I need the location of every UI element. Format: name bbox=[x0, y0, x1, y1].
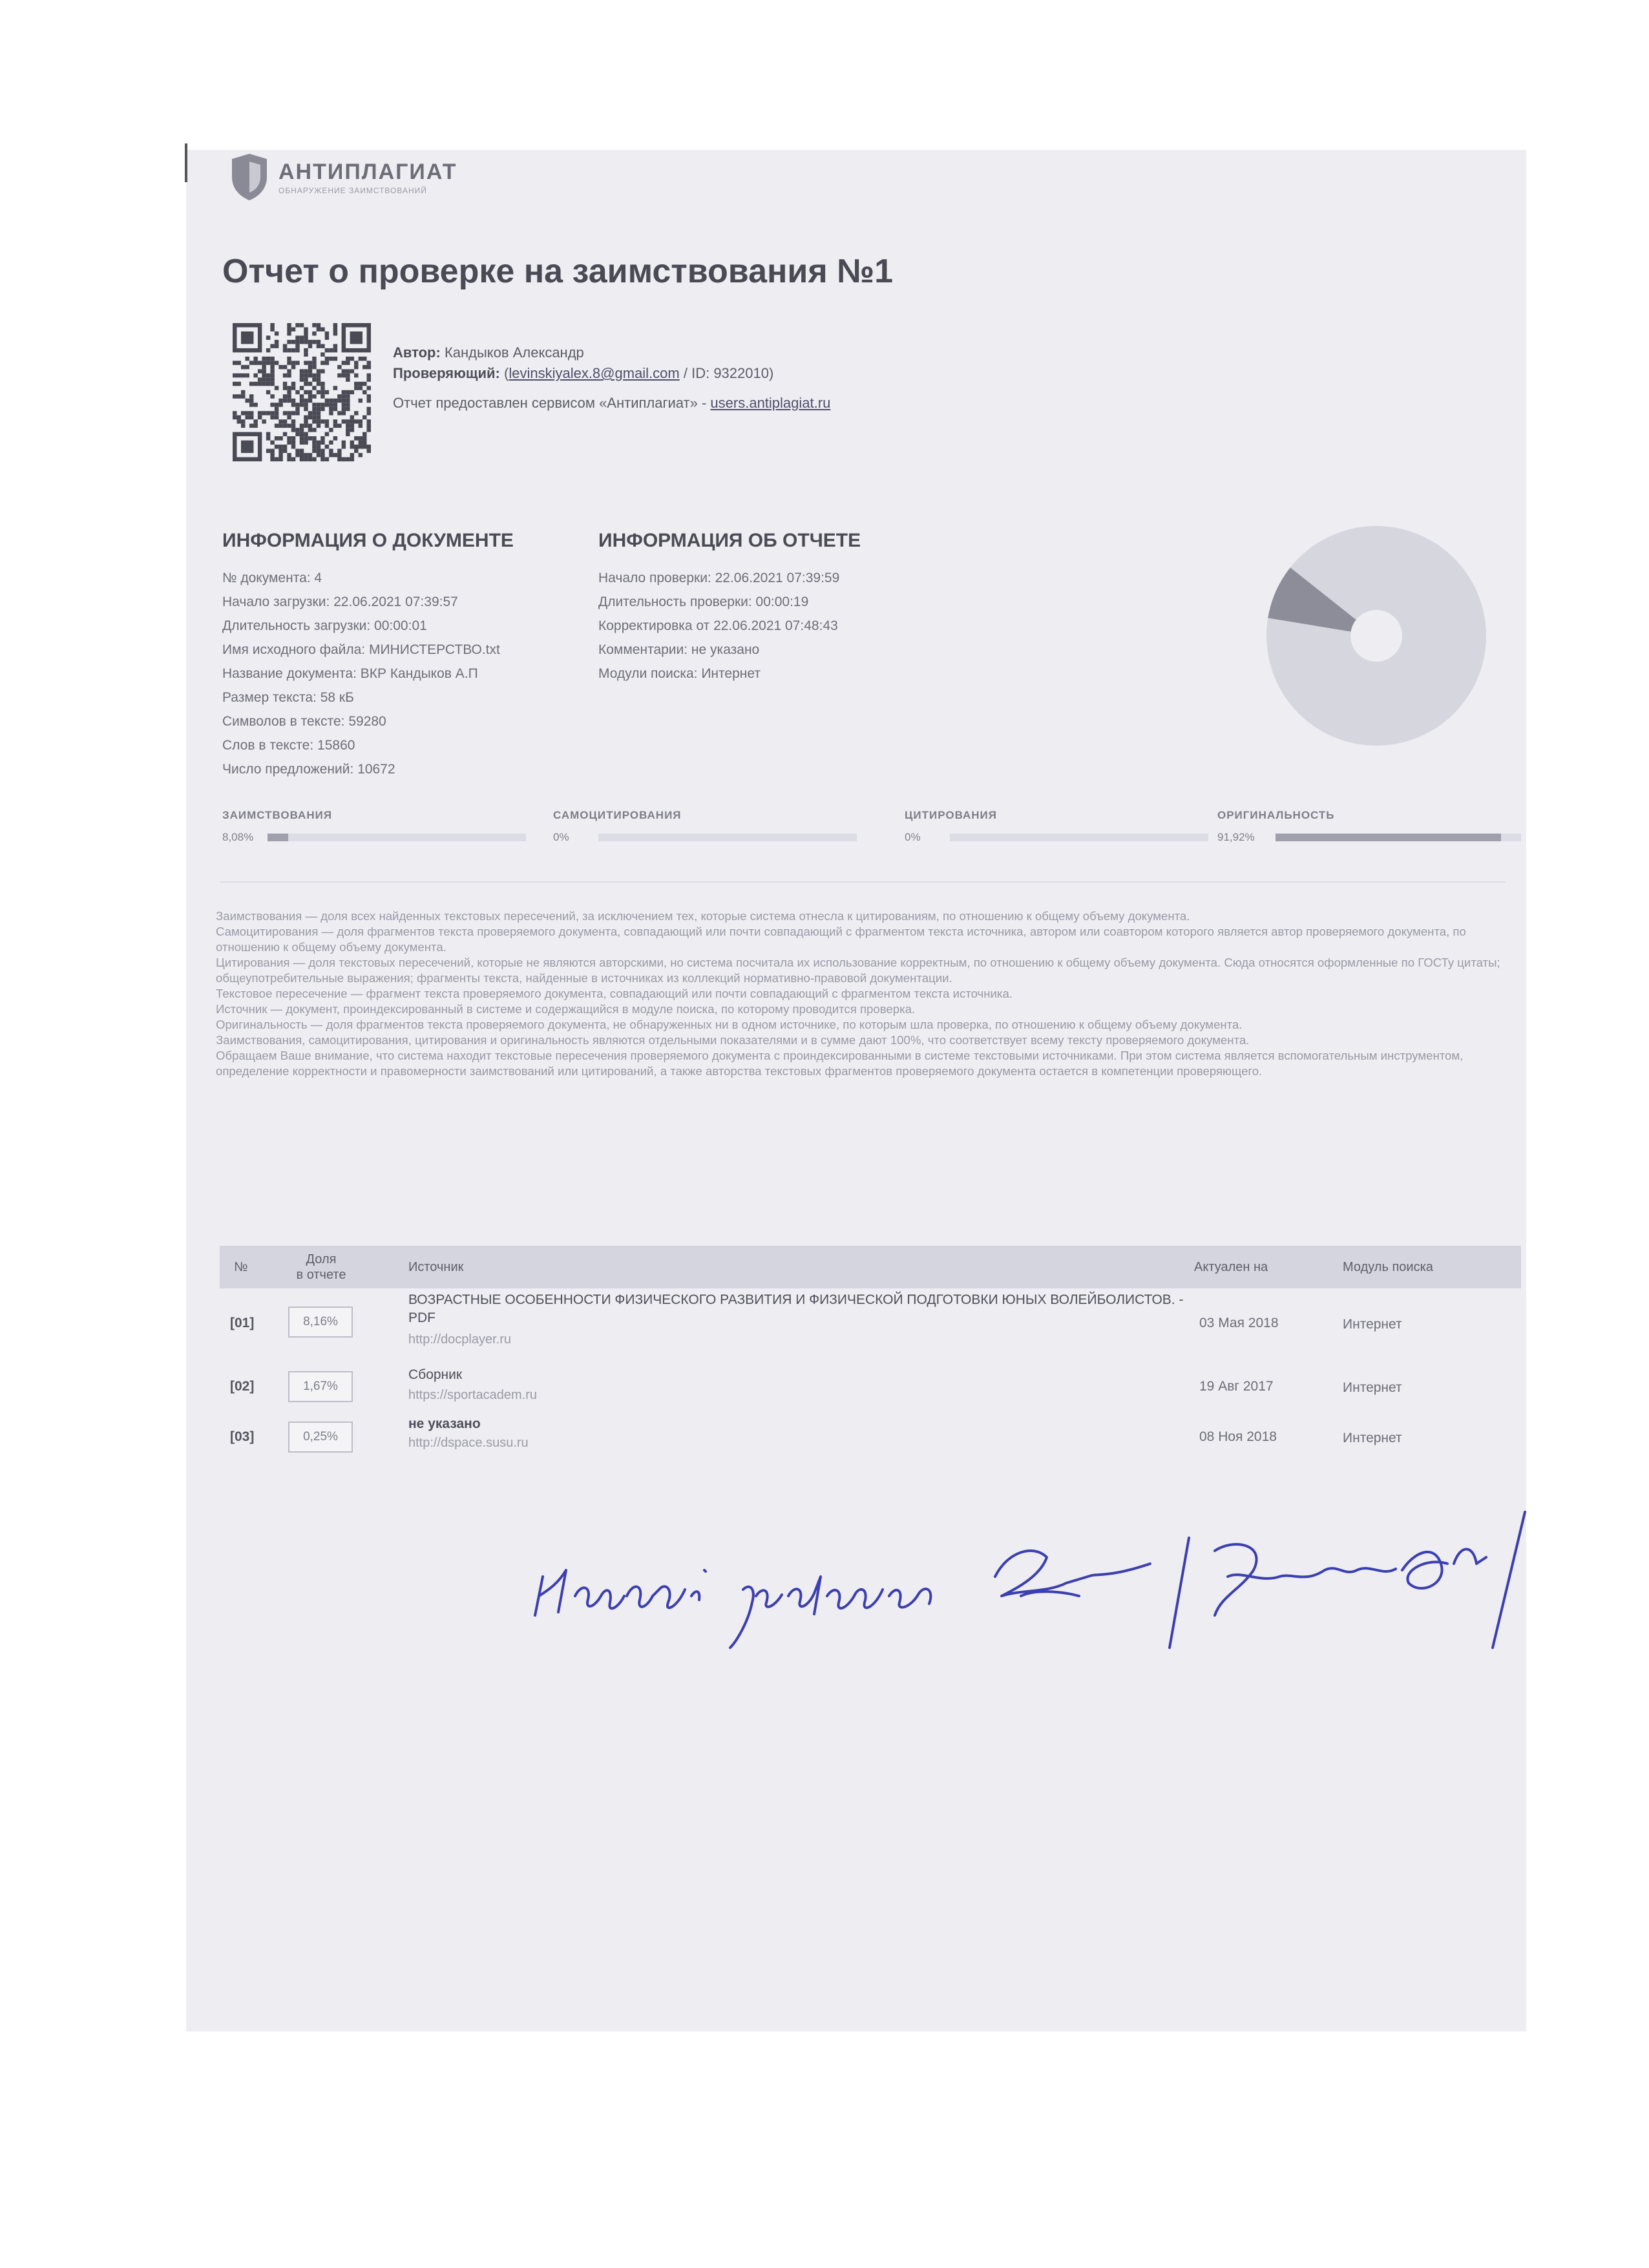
doc-info-item: Название документа: ВКР Кандыков А.П bbox=[222, 666, 478, 681]
doc-info-item: Размер текста: 58 кБ bbox=[222, 690, 354, 705]
doc-info-item: Имя исходного файла: МИНИСТЕРСТВО.txt bbox=[222, 642, 500, 657]
handwritten-signature-icon bbox=[530, 1499, 1538, 1654]
row-number: [01] bbox=[230, 1316, 255, 1330]
definition-paragraph: Оригинальность — доля фрагментов текста проверяемого документа, не обнаруженных ни в одном источнике, по которым шла проверка, по отношению к общему объему документа. bbox=[216, 1018, 1243, 1031]
search-module: Интернет bbox=[1343, 1431, 1402, 1445]
shield-logo-icon bbox=[229, 152, 269, 202]
table-row[interactable] bbox=[220, 1415, 1521, 1460]
doc-info-item: Слов в тексте: 15860 bbox=[222, 738, 355, 753]
metric-label: ЦИТИРОВАНИЯ bbox=[905, 809, 997, 821]
source-title: не указано bbox=[408, 1416, 481, 1431]
metric-label: ОРИГИНАЛЬНОСТЬ bbox=[1217, 809, 1335, 821]
brand-name: АНТИПЛАГИАТ bbox=[278, 159, 457, 184]
metric-bar bbox=[598, 834, 857, 841]
search-module: Интернет bbox=[1343, 1317, 1402, 1332]
metric-value: 0% bbox=[553, 831, 569, 843]
report-info-heading: ИНФОРМАЦИЯ ОБ ОТЧЕТЕ bbox=[598, 530, 861, 551]
page-title: Отчет о проверке на заимствования №1 bbox=[222, 253, 894, 290]
originality-donut-chart bbox=[1265, 525, 1487, 747]
antiplagiat-logo bbox=[229, 152, 457, 202]
col-module-header: Модуль поиска bbox=[1343, 1260, 1433, 1274]
report-info-item: Комментарии: не указано bbox=[598, 642, 760, 657]
checker-email-link[interactable]: levinskiyalex.8@gmail.com bbox=[509, 365, 680, 381]
definitions-block bbox=[216, 908, 1508, 1079]
table-row[interactable] bbox=[220, 1291, 1521, 1356]
scan-edge-mark bbox=[185, 143, 187, 182]
checker-label: Проверяющий: bbox=[393, 365, 500, 381]
table-row[interactable] bbox=[220, 1366, 1521, 1411]
source-date: 19 Авг 2017 bbox=[1199, 1379, 1274, 1394]
doc-info-list bbox=[222, 566, 500, 781]
col-num-header: № bbox=[234, 1260, 248, 1274]
col-share-header-line2: в отчете bbox=[296, 1268, 346, 1282]
definition-paragraph: Источник — документ, проиндексированный в системе и содержащийся в модуле поиска, по которому проводится проверка. bbox=[216, 1002, 916, 1016]
author-label: Автор: bbox=[393, 344, 441, 361]
definition-paragraph: Самоцитирования — доля фрагментов текста проверяемого документа, совпадающий или почти совпадающий с фрагментом текста источника, автором или соавтором которого является автор проверяемого документа, по отношению к общему объему документа. bbox=[216, 925, 1466, 954]
pie-hole bbox=[1350, 610, 1402, 662]
qr-code-icon bbox=[233, 323, 371, 461]
report-page bbox=[186, 150, 1526, 2032]
metric-bar bbox=[268, 834, 526, 841]
doc-info-item: Число предложений: 10672 bbox=[222, 762, 395, 777]
metric-citations bbox=[905, 809, 1208, 844]
row-share: 8,16% bbox=[288, 1307, 353, 1338]
definition-paragraph: Заимствования, самоцитирования, цитирования и оригинальность являются отдельными показателями и в сумме дают 100%, что соответствует всему тексту проверяемого документа. bbox=[216, 1033, 1250, 1047]
metric-bar-fill bbox=[1276, 834, 1501, 841]
metric-label: САМОЦИТИРОВАНИЯ bbox=[553, 809, 682, 821]
service-text: Отчет предоставлен сервисом «Антиплагиат» - bbox=[393, 395, 707, 411]
source-date: 03 Мая 2018 bbox=[1199, 1316, 1279, 1330]
report-info-item: Корректировка от 22.06.2021 07:48:43 bbox=[598, 618, 838, 633]
search-module: Интернет bbox=[1343, 1380, 1402, 1395]
doc-info-item: № документа: 4 bbox=[222, 571, 322, 585]
source-title: Сборник bbox=[408, 1367, 463, 1382]
row-number: [02] bbox=[230, 1379, 255, 1394]
col-date-header: Актуален на bbox=[1194, 1260, 1268, 1274]
row-number: [03] bbox=[230, 1429, 255, 1444]
metric-bar bbox=[950, 834, 1208, 841]
definition-paragraph: Цитирования — доля текстовых пересечений, которые не являются авторскими, но система посчитала их использование корректным, по отношению к общему объему документа. Сюда относятся оформленные по ГОСТу цитаты; общеупотребительные выражения; фрагменты текста, найденные в источниках из коллекций нормативно-правовой документации. bbox=[216, 956, 1500, 985]
definition-paragraph: Заимствования — доля всех найденных текстовых пересечений, за исключением тех, которые система отнесла к цитированиям, по отношению к общему объему документа. bbox=[216, 909, 1190, 923]
source-title: ВОЗРАСТНЫЕ ОСОБЕННОСТИ ФИЗИЧЕСКОГО РАЗВИТИЯ И ФИЗИЧЕСКОЙ ПОДГОТОВКИ ЮНЫХ ВОЛЕЙБОЛИСТОВ. - PDF bbox=[408, 1292, 1184, 1325]
source-url-link[interactable]: http://dspace.susu.ru bbox=[408, 1436, 529, 1450]
col-share-header-line1: Доля bbox=[306, 1252, 337, 1266]
doc-info-item: Длительность загрузки: 00:00:01 bbox=[222, 618, 427, 633]
source-url-link[interactable]: http://docplayer.ru bbox=[408, 1332, 511, 1347]
col-source-header: Источник bbox=[408, 1260, 464, 1274]
definition-paragraph: Текстовое пересечение — фрагмент текста проверяемого документа, совпадающий или почти совпадающий с фрагментом текста источника. bbox=[216, 987, 1013, 1000]
metric-bar bbox=[1276, 834, 1521, 841]
definition-paragraph: Обращаем Ваше внимание, что система находит текстовые пересечения проверяемого документа с проиндексированными в системе текстовыми источниками. При этом система является вспомогательным инструментом, определение корректности и правомерности заимствований или цитирований, а также авторства текстовых фрагментов проверяемого документа остается в компетенции проверяющего. bbox=[216, 1049, 1464, 1078]
divider bbox=[220, 881, 1506, 883]
report-info-item: Модули поиска: Интернет bbox=[598, 666, 761, 681]
source-url-link[interactable]: https://sportacadem.ru bbox=[408, 1388, 537, 1402]
metric-value: 8,08% bbox=[222, 831, 254, 843]
row-share: 0,25% bbox=[288, 1422, 353, 1453]
doc-info-heading: ИНФОРМАЦИЯ О ДОКУМЕНТЕ bbox=[222, 530, 514, 551]
checker-id: / ID: 9322010) bbox=[683, 365, 774, 381]
report-info-list bbox=[598, 566, 839, 686]
sources-table-header bbox=[220, 1246, 1521, 1288]
metric-value: 0% bbox=[905, 831, 921, 843]
metric-originality bbox=[1217, 809, 1521, 844]
brand-tagline: ОБНАРУЖЕНИЕ ЗАИМСТВОВАНИЙ bbox=[278, 185, 427, 195]
source-date: 08 Ноя 2018 bbox=[1199, 1429, 1277, 1444]
report-info-item: Длительность проверки: 00:00:19 bbox=[598, 594, 809, 609]
metric-value: 91,92% bbox=[1217, 831, 1255, 843]
service-link[interactable]: users.antiplagiat.ru bbox=[710, 395, 831, 411]
doc-info-item: Символов в тексте: 59280 bbox=[222, 714, 386, 729]
metric-bar-fill bbox=[268, 834, 288, 841]
report-info-item: Начало проверки: 22.06.2021 07:39:59 bbox=[598, 571, 840, 585]
author-name: Кандыков Александр bbox=[444, 344, 584, 361]
report-meta: Автор: Кандыков Александр Проверяющий: (levinskiyalex.8@gmail.com / ID: 9322010) Отчет предоставлен сервисом «Антиплагиат» - users.antiplagiat.ru bbox=[393, 344, 831, 411]
col-share-header bbox=[287, 1252, 355, 1283]
metric-self-citations bbox=[553, 809, 857, 844]
doc-info-item: Начало загрузки: 22.06.2021 07:39:57 bbox=[222, 594, 458, 609]
metric-label: ЗАИМСТВОВАНИЯ bbox=[222, 809, 333, 821]
row-share: 1,67% bbox=[288, 1371, 353, 1402]
metric-borrowings bbox=[222, 809, 526, 844]
